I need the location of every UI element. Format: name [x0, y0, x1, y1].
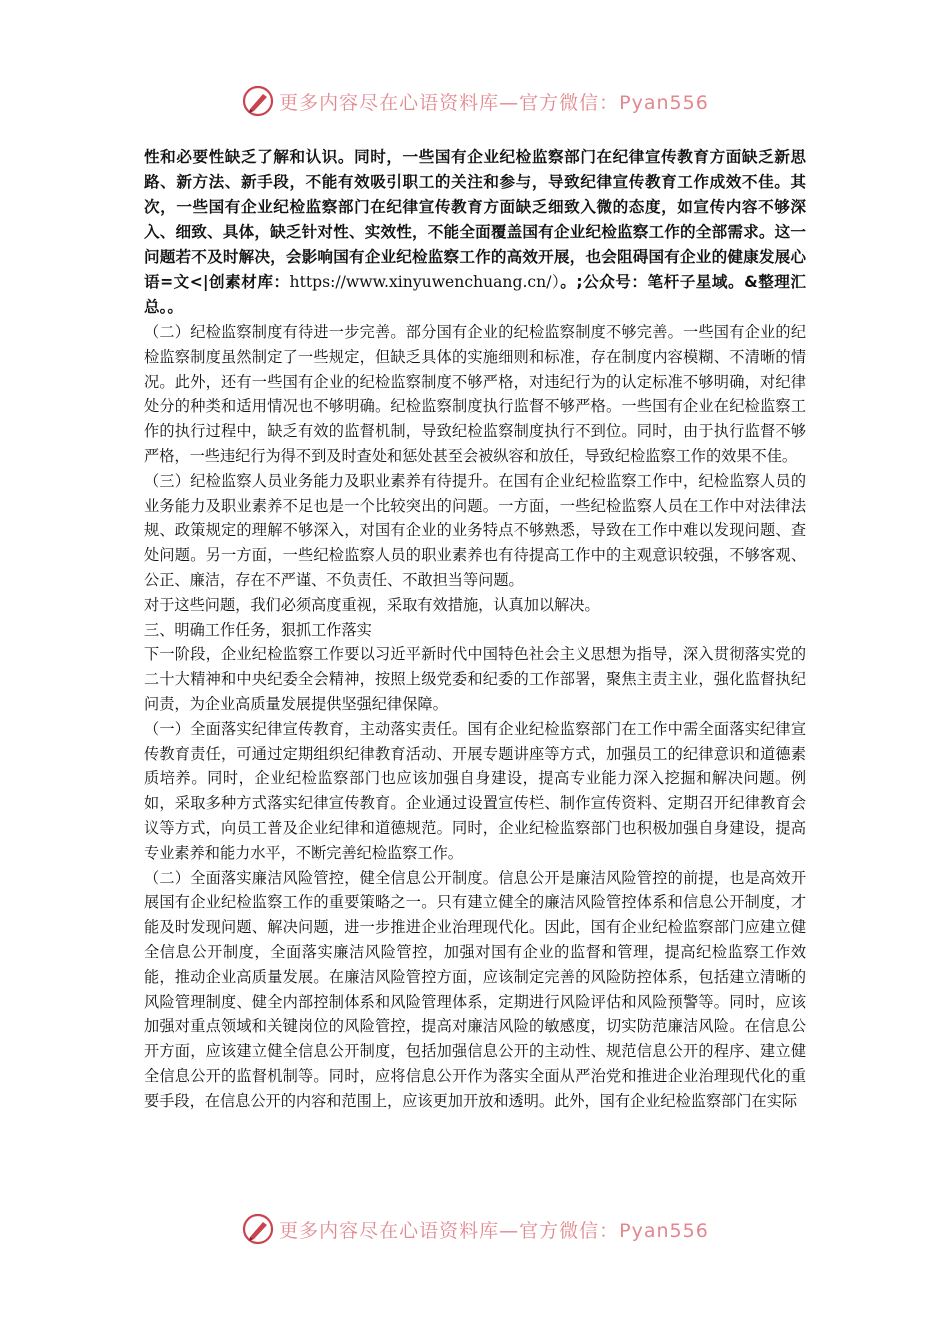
banner-text: 更多内容尽在心语资料库—官方微信：Pyan556 [279, 1219, 709, 1242]
pen-nib-logo-icon [241, 84, 275, 118]
pen-nib-logo-icon [241, 1212, 275, 1246]
section-heading: 三、明确工作任务，狠抓工作落实 [144, 620, 372, 639]
paragraph-text: 。;公众号：笔杆子星域。&整理汇总。。 [144, 273, 806, 316]
paragraph: （三）纪检监察人员业务能力及职业素养有待提升。在国有企业纪检监察工作中，纪检监察人员的业务能力及职业素养不足也是一个比较突出的问题。一方面，一些纪检监察人员在工作中对法律法规、政策规定的理解不够深入，对国有企业的业务特点不够熟悉，导致在工作中难以发现问题、查处问题。另一方面，一些纪检监察人员的职业素养也有待提高工作中的主观意识较强，不够客观、公正、廉洁，存在不严谨、不负责任、不敢担当等问题。 [144, 471, 806, 589]
paragraph: （一）全面落实纪律宣传教育，主动落实责任。国有企业纪检监察部门在工作中需全面落实纪律宣传教育责任，可通过定期组织纪律教育活动、开展专题讲座等方式，加强员工的纪律意识和道德素质培养。同时，企业纪检监察部门也应该加强自身建设，提高专业能力深入挖掘和解决问题。例如，采取多种方式落实纪律宣传教育。企业通过设置宣传栏、制作宣传资料、定期召开纪律教育会议等方式，向员工普及企业纪律和道德规范。同时，企业纪检监察部门也积极加强自身建设，提高专业素养和能力水平，不断完善纪检监察工作。 [144, 719, 806, 862]
document-body [144, 145, 806, 1114]
footer-banner [0, 1212, 950, 1246]
paragraph: 对于这些问题，我们必须高度重视，采取有效措施，认真加以解决。 [144, 595, 600, 614]
header-banner [0, 84, 950, 118]
paragraph: （二）全面落实廉洁风险管控，健全信息公开制度。信息公开是廉洁风险管控的前提，也是高效开展国有企业纪检监察工作的重要策略之一。只有建立健全的廉洁风险管控体系和信息公开制度，才能及时发现问题、解决问题，进一步推进企业治理现代化。因此，国有企业纪检监察部门应建立健全信息公开制度，全面落实廉洁风险管控，加强对国有企业的监督和管理，提高纪检监察工作效能，推动企业高质量发展。在廉洁风险管控方面，应该制定完善的风险防控体系，包括建立清晰的风险管理制度、健全内部控制体系和风险管理体系，定期进行风险评估和风险预警等。同时，应该加强对重点领域和关键岗位的风险管控，提高对廉洁风险的敏感度，切实防范廉洁风险。在信息公开方面，应该建立健全信息公开制度，包括加强信息公开的主动性、规范信息公开的程序、建立健全信息公开的监督机制等。同时，应将信息公开作为落实全面从严治党和推进企业治理现代化的重要手段，在信息公开的内容和范围上，应该更加开放和透明。此外，国有企业纪检监察部门在实际 [144, 868, 806, 1110]
paragraph: 下一阶段，企业纪检监察工作要以习近平新时代中国特色社会主义思想为指导，深入贯彻落实党的二十大精神和中央纪委全会精神，按照上级党委和纪委的工作部署，聚焦主责主业，强化监督执纪问责，为企业高质量发展提供坚强纪律保障。 [144, 645, 806, 713]
paragraph: （二）纪检监察制度有待进一步完善。部分国有企业的纪检监察制度不够完善。一些国有企业的纪检监察制度虽然制定了一些规定，但缺乏具体的实施细则和标准，存在制度内容模糊、不清晰的情况。此外，还有一些国有企业的纪检监察制度不够严格，对违纪行为的认定标准不够明确，对纪律处分的种类和适用情况也不够明确。纪检监察制度执行监督不够严格。一些国有企业在纪检监察工作的执行过程中，缺乏有效的监督机制，导致纪检监察制度执行不到位。同时，由于执行监督不够严格，一些违纪行为得不到及时查处和惩处甚至会被纵容和放任，导致纪检监察工作的效果不佳。 [144, 323, 806, 465]
source-url: https://www.xinyuwenchuang.cn/） [289, 273, 561, 291]
banner-text: 更多内容尽在心语资料库—官方微信：Pyan556 [279, 91, 709, 114]
paragraph-text: 性和必要性缺乏了解和认识。同时，一些国有企业纪检监察部门在纪律宣传教育方面缺乏新思路、新方法、新手段，不能有效吸引职工的关注和参与，导致纪律宣传教育工作成效不佳。其次，一些国有企业纪检监察部门在纪律宣传教育方面缺乏细致入微的态度，如宣传内容不够深入、细致、具体，缺乏针对性、实效性，不能全面覆盖国有企业纪检监察工作的全部需求。这一问题若不及时解决，会影响国有企业纪检监察工作的高效开展，也会阻碍国有企业的健康发展心语=文<|创素材库： [144, 148, 806, 291]
paragraph [144, 145, 806, 320]
